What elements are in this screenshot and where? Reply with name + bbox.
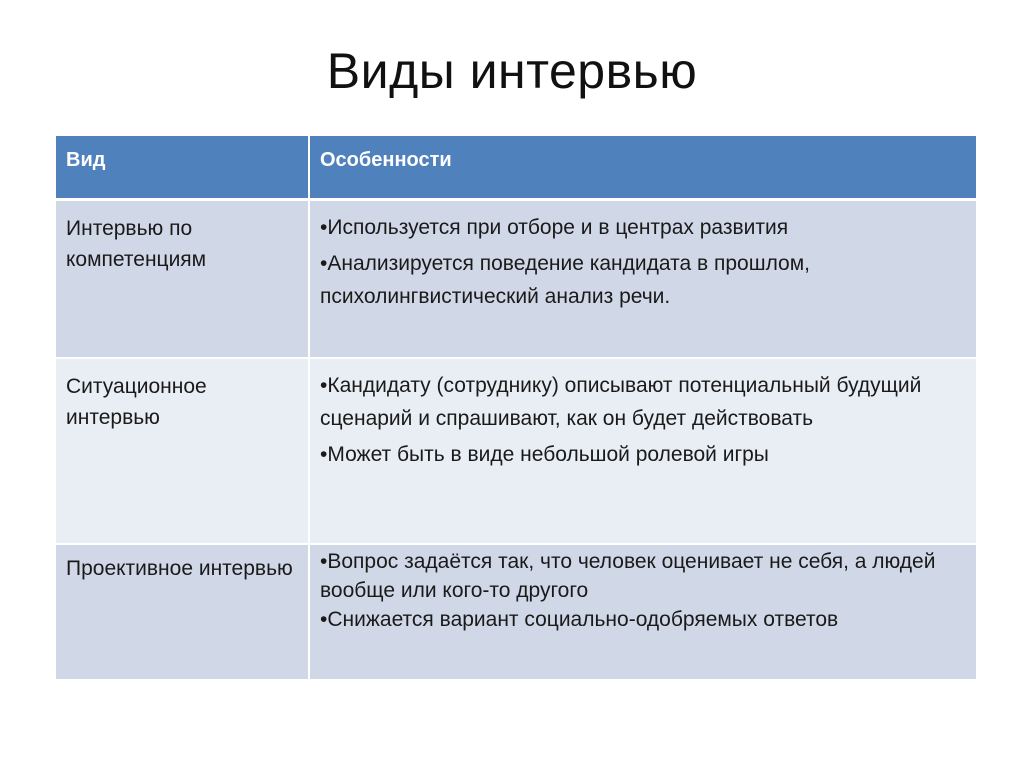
features-cell (310, 359, 976, 545)
header-type-label: Вид (66, 149, 106, 171)
features-cell (310, 201, 976, 359)
table-row (56, 359, 976, 545)
table-header-row (56, 136, 976, 201)
feature-bullet: •Вопрос задаётся так, что человек оценивает не себя, а людей вообще или кого-то другого (320, 550, 936, 602)
type-cell (56, 201, 310, 359)
feature-bullet: •Снижается вариант социально-одобряемых ответов (320, 608, 839, 631)
slide-title: Виды интервью (326, 43, 698, 99)
features-cell (310, 545, 976, 681)
header-features (310, 136, 976, 201)
table-row (56, 545, 976, 681)
feature-bullet: •Используется при отборе и в центрах развития (320, 216, 789, 239)
type-label: Ситуационное интервью (66, 375, 207, 429)
feature-bullet: •Может быть в виде небольшой ролевой игры (320, 443, 769, 466)
type-cell (56, 359, 310, 545)
table-row (56, 201, 976, 359)
header-features-label: Особенности (320, 149, 452, 171)
type-cell (56, 545, 310, 681)
interview-types-table (56, 136, 976, 681)
header-type (56, 136, 310, 201)
type-label: Интервью по компетенциям (66, 217, 207, 271)
feature-bullet: •Анализируется поведение кандидата в прошлом, психолингвистический анализ речи. (320, 252, 811, 308)
feature-bullet: •Кандидату (сотруднику) описывают потенциальный будущий сценарий и спрашивают, как он будет действовать (320, 374, 922, 430)
type-label: Проективное интервью (66, 557, 293, 580)
